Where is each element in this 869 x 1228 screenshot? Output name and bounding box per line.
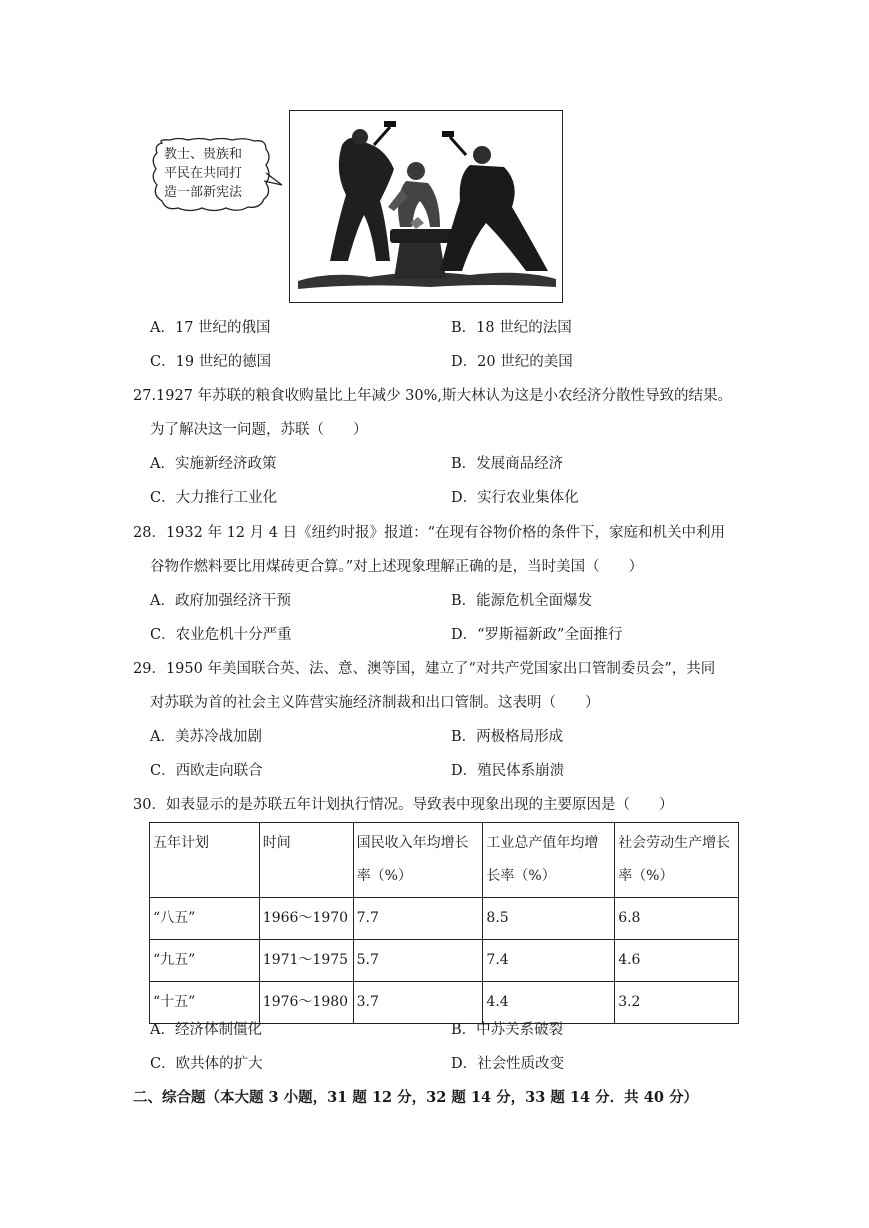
- option-letter: B．: [451, 320, 477, 336]
- option-text: 大力推行工业化: [175, 490, 278, 506]
- option-text: 殖民体系崩溃: [477, 763, 565, 779]
- option-text: 中苏关系破裂: [476, 1022, 564, 1038]
- q30-option-b: [451, 1018, 563, 1039]
- table-cell: 1966～1970: [259, 898, 353, 940]
- table-cell: “八五”: [150, 898, 260, 940]
- q28-option-c: [150, 623, 292, 644]
- q27-stem-line1: 27.1927 年苏联的粮食收购量比上年减少 30%,斯大林认为这是小农经济分散性导致的结果。: [133, 388, 733, 404]
- option-text: “罗斯福新政”全面推行: [477, 627, 623, 643]
- q29-stem-line2: 对苏联为首的社会主义阵营实施经济制裁和出口管制。这表明（ ）: [150, 695, 600, 711]
- option-text: 能源危机全面爆发: [476, 593, 593, 609]
- option-letter: C．: [150, 763, 176, 779]
- q27-option-d: [451, 486, 579, 507]
- option-text: 发展商品经济: [476, 456, 564, 472]
- table-header-cell: 工业总产值年均增长率（%）: [483, 823, 615, 898]
- option-letter: C．: [150, 490, 176, 506]
- bubble-line: 教士、贵族和: [164, 147, 243, 162]
- speech-bubble-text: [164, 145, 264, 202]
- option-letter: C．: [150, 627, 176, 643]
- q27-stem-line2: 为了解决这一问题，苏联（ ）: [150, 422, 368, 438]
- q27-option-c: [150, 486, 277, 507]
- table-header-cell: 国民收入年均增长率（%）: [353, 823, 483, 898]
- q29-option-d: [451, 759, 564, 780]
- option-letter: B．: [451, 1022, 477, 1038]
- option-text: 20 世纪的美国: [477, 354, 573, 370]
- speech-bubble: [148, 137, 280, 215]
- option-text: 19 世纪的德国: [175, 354, 272, 370]
- table-cell: 4.4: [483, 982, 615, 1024]
- q28-option-d: [451, 623, 622, 644]
- q26-option-b: [451, 316, 572, 337]
- option-letter: D．: [451, 1056, 478, 1072]
- option-letter: D．: [451, 490, 478, 506]
- table-row: [150, 898, 739, 940]
- q26-option-d: [451, 350, 573, 371]
- option-letter: A．: [150, 1022, 175, 1038]
- option-letter: D．: [451, 763, 478, 779]
- q28-stem-line2: 谷物作燃料要比用煤砖更合算。”对上述现象理解正确的是，当时美国（ ）: [150, 559, 644, 575]
- option-letter: C．: [150, 354, 176, 370]
- table-row: [150, 940, 739, 982]
- q29-option-c: [150, 759, 263, 780]
- option-letter: D．: [451, 627, 478, 643]
- q30-stem-line1: 30．如表显示的是苏联五年计划执行情况。导致表中现象出现的主要原因是（ ）: [133, 797, 674, 813]
- option-letter: A．: [150, 320, 175, 336]
- bubble-line: 平民在共同打: [164, 166, 243, 181]
- table-cell: 1971～1975: [259, 940, 353, 982]
- table-cell: 1976～1980: [259, 982, 353, 1024]
- q28-option-b: [451, 589, 592, 610]
- q29-option-a: [150, 725, 262, 746]
- table-cell: 4.6: [615, 940, 739, 982]
- q28-option-a: [150, 589, 291, 610]
- q27-option-b: [451, 452, 563, 473]
- q27-option-a: [150, 452, 276, 473]
- table-cell: 5.7: [353, 940, 483, 982]
- table-header-cell: 时间: [259, 823, 353, 898]
- table-cell: “九五”: [150, 940, 260, 982]
- option-letter: B．: [451, 456, 477, 472]
- option-text: 两极格局形成: [476, 729, 564, 745]
- q28-stem-line1: 28．1932 年 12 月 4 日《纽约时报》报道：“在现有谷物价格的条件下，家庭和机关中利用: [133, 525, 725, 541]
- table-header-row: [150, 823, 739, 898]
- q30-option-d: [451, 1052, 564, 1073]
- option-text: 政府加强经济干预: [174, 593, 291, 609]
- table-header-cell: 五年计划: [150, 823, 260, 898]
- blacksmiths-engraving-image: [290, 111, 561, 301]
- q29-option-b: [451, 725, 563, 746]
- q26-option-c: [150, 350, 271, 371]
- historical-illustration: [289, 110, 563, 303]
- table-cell: 3.7: [353, 982, 483, 1024]
- option-letter: B．: [451, 729, 477, 745]
- section-2-heading: 二、综合题（本大题 3 小题，31 题 12 分，32 题 14 分，33 题 14 分．共 40 分）: [133, 1089, 698, 1106]
- table-cell: 8.5: [483, 898, 615, 940]
- table-cell: 7.4: [483, 940, 615, 982]
- table-cell: 7.7: [353, 898, 483, 940]
- q26-option-a: [150, 316, 271, 337]
- table-cell: 3.2: [615, 982, 739, 1024]
- q30-option-c: [150, 1052, 263, 1073]
- table-cell: 6.8: [615, 898, 739, 940]
- option-letter: B．: [451, 593, 477, 609]
- option-letter: A．: [150, 593, 175, 609]
- option-letter: D．: [451, 354, 478, 370]
- q29-stem-line1: 29．1950 年美国联合英、法、意、澳等国，建立了“对共产党国家出口管制委员会”，共同: [133, 661, 716, 677]
- q30-option-a: [150, 1018, 262, 1039]
- option-letter: C．: [150, 1056, 176, 1072]
- option-text: 美苏冷战加剧: [174, 729, 262, 745]
- option-text: 实行农业集体化: [477, 490, 579, 506]
- five-year-plan-table: [149, 822, 739, 1024]
- option-text: 实施新经济政策: [174, 456, 277, 472]
- option-text: 18 世纪的法国: [476, 320, 572, 336]
- option-text: 农业危机十分严重: [175, 627, 292, 643]
- option-text: 社会性质改变: [477, 1056, 565, 1072]
- option-text: 17 世纪的俄国: [174, 320, 271, 336]
- option-letter: A．: [150, 456, 175, 472]
- bubble-line: 造一部新宪法: [164, 185, 243, 200]
- option-letter: A．: [150, 729, 175, 745]
- option-text: 欧共体的扩大: [175, 1056, 263, 1072]
- option-text: 经济体制僵化: [174, 1022, 262, 1038]
- table-header-cell: 社会劳动生产增长率（%）: [615, 823, 739, 898]
- option-text: 西欧走向联合: [175, 763, 263, 779]
- table-cell: “十五”: [150, 982, 260, 1024]
